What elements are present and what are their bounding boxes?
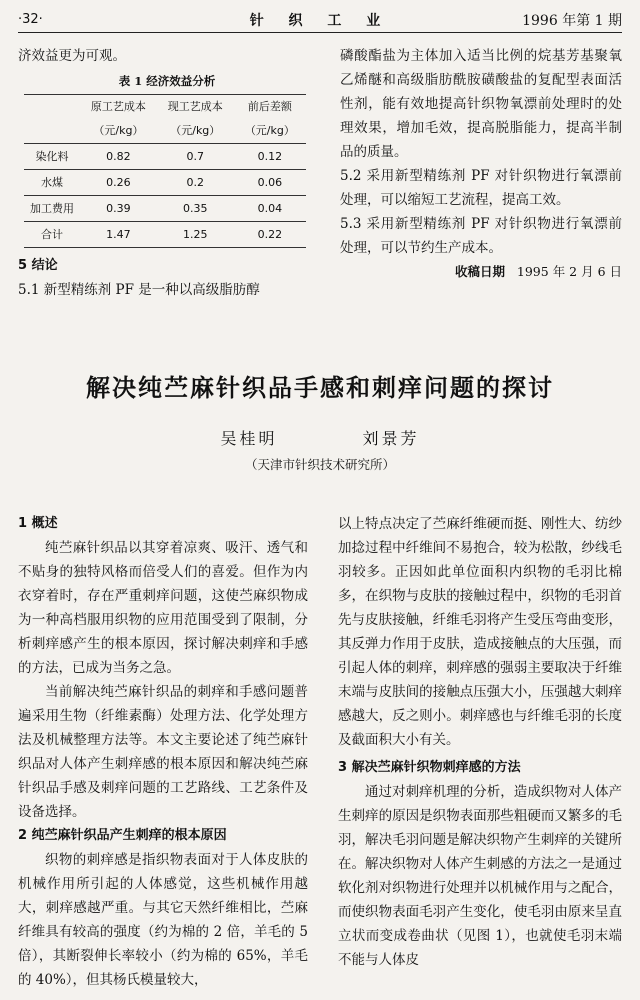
lead-text: 济效益更为可观。 [18, 48, 126, 64]
body-paragraph: 以上特点决定了苎麻纤维硬而挺、刚性大、纺纱加捻过程中纤维间不易抱合，较为松散，纱线毛羽较多。正因如此单位面积内织物的毛羽比棉多，在织物与皮肤的接触过程中，织物的毛羽首先与皮肤接触，纤维毛羽将产生受压弯曲变形，其反弹力作用于皮肤，造成接触点的大压强，而引起人体的刺痒，刺痒感的强弱主要取决于纤维末端与皮肤间的接触点压强大小，压强越大刺痒感越大，反之则小。刺痒感也与纤维毛羽的长度及截面积大小有关。 [338, 516, 622, 748]
conclusion-5-2: 5.2 采用新型精练剂 PF 对针织物进行氧漂前处理，可以缩短工艺流程，提高工效。 [340, 168, 622, 208]
table-row [24, 170, 306, 196]
top-left-column [18, 44, 316, 302]
received-label: 收稿日期 [454, 264, 505, 279]
table-cell: 0.26 [80, 170, 157, 196]
received-date-line [340, 260, 622, 284]
table-cell: 0.7 [157, 144, 234, 170]
section-heading-5: 5 结论 [18, 258, 58, 273]
body-left-column [18, 512, 308, 992]
body-paragraph: 纯苎麻针织品以其穿着凉爽、吸汗、透气和不贴身的独特风格而倍受人们的喜爱。但作为内衣穿着时，存在严重刺痒问题，这使苎麻织物成为一种高档服用织物的应用范围受到了限制，分析刺痒感产生的根本原因，探讨解决刺痒和手感的方法，已成为当务之急。 [18, 540, 308, 676]
table-cell: 染化料 [24, 144, 80, 170]
table-row [24, 144, 306, 170]
table-header-cell: 原工艺成本（元/kg） [80, 95, 157, 144]
page-number: ·32· [18, 12, 43, 27]
conclusion-5-3: 5.3 采用新型精练剂 PF 对针织物进行氧漂前处理，可以节约生产成本。 [340, 216, 622, 256]
body-paragraph: 当前解决纯苎麻针织品的刺痒和手感问题普遍采用生物（纤维素酶）处理方法、化学处理方法及机械整理方法等。本文主要论述了纯苎麻针织品对人体产生刺痒感的根本原因和解决纯苎麻针织品手感及刺痒问题的工艺路线、工艺条件及设备选择。 [18, 684, 308, 820]
table-header-cell: 现工艺成本（元/kg） [157, 95, 234, 144]
header-rule [18, 32, 622, 33]
article-authors [0, 426, 640, 449]
table-row [24, 222, 306, 248]
table-header-cell [24, 95, 80, 144]
table-row [24, 196, 306, 222]
body-paragraph: 织物的刺痒感是指织物表面对于人体皮肤的机械作用所引起的人体感觉，这些机械作用越大，刺痒感越严重。与其它天然纤维相比，苎麻纤维具有较高的强度（约为棉的 2 倍，羊毛的 5 倍），其断裂伸长率较小（约为棉的 65%，羊毛的 40%），但其杨氏模量较大， [18, 852, 308, 988]
table-cell: 0.12 [234, 144, 306, 170]
table-caption: 表 1 经济效益分析 [118, 74, 216, 88]
table-header-row [24, 95, 306, 144]
section-heading-2: 2 纯苎麻针织品产生刺痒的根本原因 [18, 828, 227, 843]
table-cell: 0.2 [157, 170, 234, 196]
section-heading-1: 1 概述 [18, 516, 58, 531]
table-cell: 0.06 [234, 170, 306, 196]
table-cell: 1.47 [80, 222, 157, 248]
table-header-cell: 前后差额（元/kg） [234, 95, 306, 144]
received-date: 1995 年 2 月 6 日 [516, 264, 622, 279]
author-name: 吴桂明 [220, 429, 278, 448]
issue-label: 1996 年第 1 期 [522, 13, 622, 29]
table-cell: 0.82 [80, 144, 157, 170]
table-cell: 0.04 [234, 196, 306, 222]
running-header [18, 10, 622, 32]
conclusion-5-1: 5.1 新型精练剂 PF 是一种以高级脂肪醇 [18, 282, 260, 298]
table-cell: 水煤 [24, 170, 80, 196]
journal-name: 针 织 工 业 [249, 13, 391, 29]
section-heading-3: 3 解决苎麻针织物刺痒感的方法 [338, 760, 521, 775]
body-paragraph: 通过对刺痒机理的分析，造成织物对人体产生刺痒的原因是织物表面那些粗硬而又繁多的毛羽，解决毛羽问题是解决织物产生刺痒的关键所在。解决织物对人体产生刺感的方法之一是通过软化剂对织物进行处理并以机械作用与之配合，而使织物表面毛羽产生变化，使毛羽由原来呈直立状而变成卷曲状（见图 1），也就使毛羽末端不能与人体皮 [338, 784, 622, 968]
table-cell: 0.39 [80, 196, 157, 222]
table-cell: 1.25 [157, 222, 234, 248]
table-cell: 0.22 [234, 222, 306, 248]
article-title: 解决纯苎麻针织品手感和刺痒问题的探讨 [86, 374, 554, 402]
economic-table [24, 94, 306, 248]
body-right-column [338, 512, 622, 972]
table-cell: 0.35 [157, 196, 234, 222]
table-cell: 合计 [24, 222, 80, 248]
top-right-column [340, 44, 622, 284]
author-name: 刘景芳 [362, 429, 420, 448]
author-institution: （天津市针织技术研究所） [244, 457, 395, 472]
table-cell: 加工费用 [24, 196, 80, 222]
continued-paragraph: 磷酸酯盐为主体加入适当比例的烷基芳基聚氧乙烯醚和高级脂肪酰胺磺酸盐的复配型表面活性剂，能有效地提高针织物氧漂前处理时的处理效果，增加毛效，提高脱脂能力，提高半制品的质量。 [340, 48, 622, 160]
